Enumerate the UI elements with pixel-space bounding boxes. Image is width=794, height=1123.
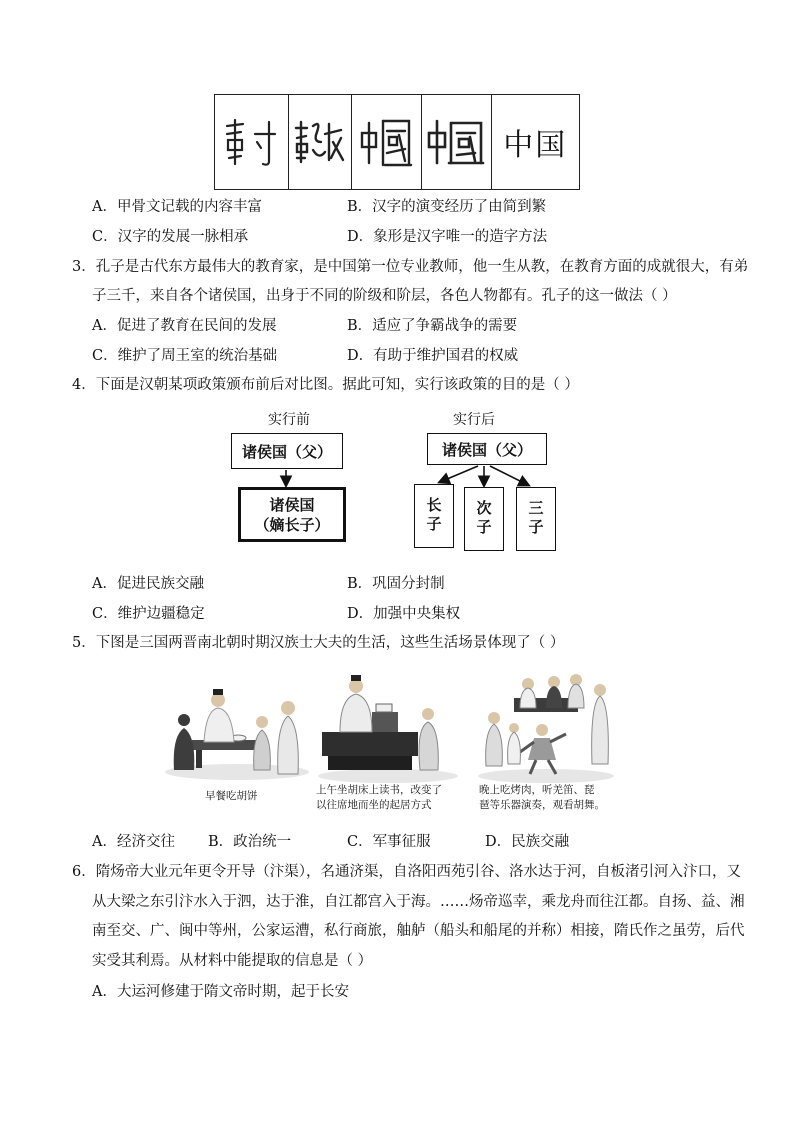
after-child-eldest: 长子 [414, 484, 454, 548]
clerical-glyph [422, 95, 492, 189]
scene-reading-caption: 上午坐胡床上读书，改变了 以往席地而坐的起居方式 [316, 784, 442, 811]
after-arrow-third [490, 466, 528, 485]
bronze-glyph [289, 95, 353, 189]
q2-option-d[interactable]: D．象形是汉字唯一的造字方法 [347, 229, 548, 245]
q4-option-d[interactable]: D．加强中央集权 [347, 606, 461, 622]
after-arrow-eldest [440, 466, 478, 482]
diagram-arrows [200, 460, 600, 500]
diagram-before-label: 实行前 [268, 412, 310, 428]
before-child-box: 诸侯国 （嫡长子） [238, 487, 346, 542]
scene-feast-caption: 晚上吃烤肉，听羌笛、琵 琶等乐器演奏，观看胡舞。 [479, 784, 605, 811]
q6-stem-line-4: 实受其利焉。从材料中能提取的信息是（ ） [92, 953, 373, 969]
bronze-glyph-icon [293, 112, 347, 172]
oracle-bone-glyph-icon [221, 112, 281, 172]
diagram-after-label: 实行后 [453, 412, 495, 428]
scene-feast-illustration [476, 668, 616, 784]
q4-option-b[interactable]: B．巩固分封制 [347, 576, 445, 592]
after-child-third: 三子 [516, 487, 556, 551]
q5-option-a[interactable]: A．经济交往 [92, 834, 175, 850]
scene-breakfast-illustration [162, 686, 312, 782]
script-evolution-strip [214, 94, 580, 190]
scene-breakfast-caption: 早餐吃胡饼 [205, 790, 258, 802]
q5-option-b[interactable]: B．政治统一 [208, 834, 292, 850]
q6-stem-line-2: 从大梁之东引汴水入于泗，达于淮，自江都宫入于海。……炀帝巡幸，乘龙舟而往江都。自扬、益、湘 [92, 894, 745, 910]
q2-option-c[interactable]: C．汉字的发展一脉相承 [92, 229, 249, 245]
q3-option-c[interactable]: C．维护了周王室的统治基础 [92, 348, 278, 364]
q2-option-a[interactable]: A．甲骨文记载的内容丰富 [92, 199, 262, 215]
q3-option-a[interactable]: A．促进了教育在民间的发展 [92, 318, 277, 334]
regular-script-glyph [492, 95, 580, 189]
q5-stem: 5．下图是三国两晋南北朝时期汉族士大夫的生活，这些生活场景体现了（ ） [72, 635, 565, 651]
oracle-bone-glyph [215, 95, 289, 189]
seal-glyph [352, 95, 422, 189]
scene-reading-illustration [316, 672, 461, 784]
seal-glyph-icon [357, 111, 417, 173]
q6-option-a[interactable]: A．大运河修建于隋文帝时期，起于长安 [92, 984, 349, 1000]
q3-stem-line-1: 3．孔子是古代东方最伟大的教育家，是中国第一位专业教师，他一生从教，在教育方面的成就很大，有弟 [72, 259, 749, 275]
q4-option-a[interactable]: A．促进民族交融 [92, 576, 204, 592]
q4-option-c[interactable]: C．维护边疆稳定 [92, 606, 205, 622]
q6-stem-line-3: 南至交、广、闽中等州，公家运漕，私行商旅，舳舻（船头和船尾的并称）相接，隋氏作之虽劳，后代 [92, 923, 745, 939]
regular-script-text: 中国 [503, 128, 568, 163]
after-parent-box: 诸侯国（父） [427, 433, 547, 465]
q3-stem-line-2: 子三千，来自各个诸侯国，出身于不同的阶级和阶层，各色人物都有。孔子的这一做法（ ） [92, 288, 677, 304]
clerical-glyph-icon [425, 111, 487, 173]
q5-option-c[interactable]: C．军事征服 [347, 834, 431, 850]
q6-stem-line-1: 6．隋炀帝大业元年更令开导（汴渠），名通济渠，自洛阳西苑引谷、洛水达于河，自板渚引河入汴口，又 [72, 864, 741, 880]
after-child-second: 次子 [464, 487, 504, 551]
before-parent-box: 诸侯国（父） [231, 433, 343, 469]
q2-option-b[interactable]: B．汉字的演变经历了由简到繁 [347, 199, 547, 215]
q3-option-b[interactable]: B．适应了争霸战争的需要 [347, 318, 518, 334]
q5-option-d[interactable]: D．民族交融 [485, 834, 570, 850]
q4-stem: 4．下面是汉朝某项政策颁布前后对比图。据此可知，实行该政策的目的是（ ） [72, 377, 579, 393]
q3-option-d[interactable]: D．有助于维护国君的权威 [347, 348, 519, 364]
